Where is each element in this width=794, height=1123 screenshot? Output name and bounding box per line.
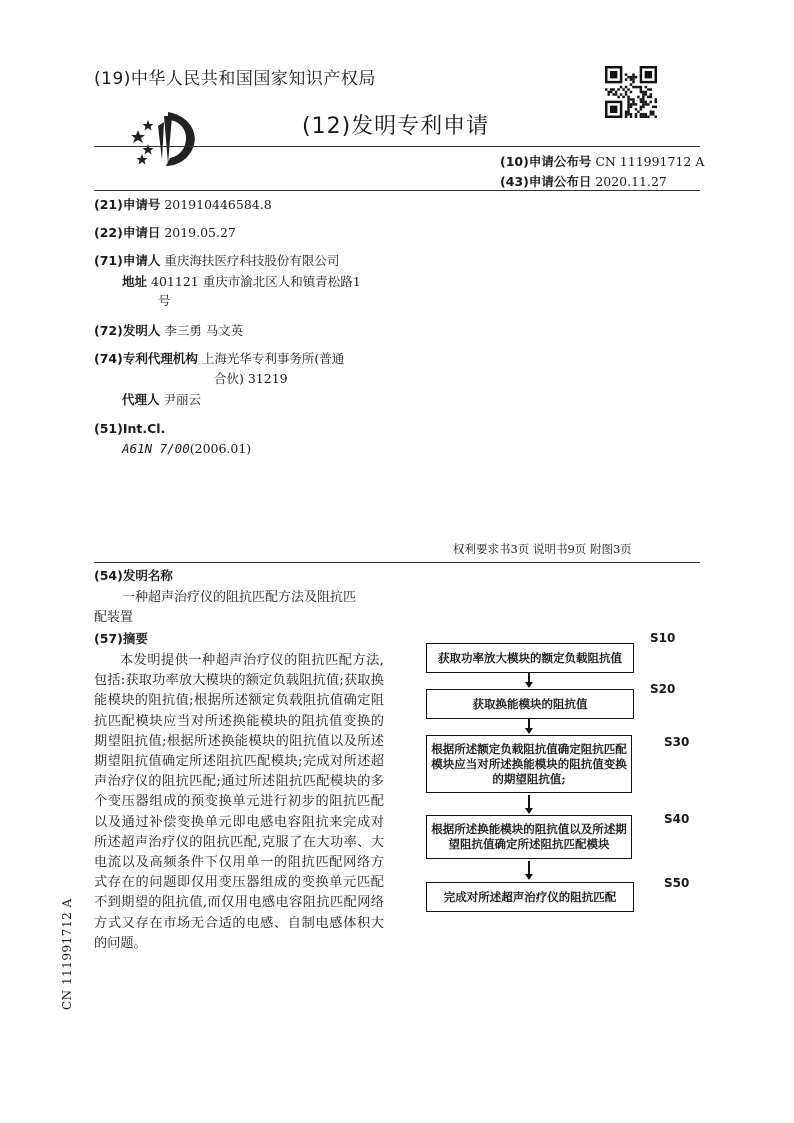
title-line2: 配装置 — [94, 610, 134, 625]
address-label: 地址 — [122, 274, 148, 289]
abstract-text: 本发明提供一种超声治疗仪的阻抗匹配方法,包括:获取功率放大模块的额定负载阻抗值;获取换能模块的阻抗值;根据所述额定负载阻抗值确定阻抗匹配模块应当对所述换能模块的阻抗值变换的期望阻抗值;根据所述换能模块的阻抗值以及所述期望阻抗值确定所述阻抗匹配模块;完成对所述超声治疗仪的阻抗匹配;通过所述阻抗匹配模块的多个变压器组成的预变换单元进行初步的阻抗匹配以及通过补偿变换单元即电感电容阻抗来完成对所述超声治疗仪的阻抗匹配,克服了在大功率、大电流以及高频条件下仅用单一的阻抗匹配网络方式存在的问题即仅用变压器组成的变换单元匹配不到期望的阻抗值,而仅用电感电容阻抗匹配网络方式又存在市场无合适的电感、自制电感体积大的问题。 — [94, 653, 384, 951]
publication-number-label: (10)申请公布号 — [500, 154, 592, 169]
flow-arrowhead — [525, 682, 533, 688]
flow-step-s10 — [426, 643, 634, 673]
address-row — [122, 273, 361, 291]
publication-date: 2020.11.27 — [595, 174, 667, 189]
address-line2: 号 — [158, 293, 171, 308]
application-date-row — [94, 224, 236, 242]
agency-line1: 上海光华专利事务所(普通 — [201, 351, 345, 366]
application-number-label: (21)申请号 — [94, 197, 161, 212]
flow-step-label: S50 — [664, 876, 690, 890]
header-divider-2 — [94, 190, 700, 191]
side-publication-number: CN 111991712 A — [60, 898, 74, 1010]
section-divider — [94, 562, 700, 563]
agency-label: (74)专利代理机构 — [94, 351, 198, 366]
applicant-label: (71)申请人 — [94, 253, 161, 268]
flow-arrowhead — [525, 728, 533, 734]
agency-row — [94, 350, 344, 368]
flow-step-text: 获取换能模块的阻抗值 — [472, 696, 588, 711]
application-date-label: (22)申请日 — [94, 225, 161, 240]
flow-step-text: 根据所述额定负载阻抗值确定阻抗匹配模块应当对所述换能模块的阻抗值变换的期望阻抗值; — [431, 741, 627, 786]
flow-arrowhead — [525, 808, 533, 814]
application-number-row — [94, 196, 272, 214]
flow-step-label: S20 — [650, 682, 676, 696]
flow-step-text: 完成对所述超声治疗仪的阻抗匹配 — [443, 889, 617, 904]
flow-step-text: 根据所述换能模块的阻抗值以及所述期望阻抗值确定所述阻抗匹配模块 — [431, 822, 627, 851]
publication-number: CN 111991712 A — [595, 154, 705, 169]
agent-label: 代理人 — [122, 392, 160, 407]
ipc-row — [122, 440, 251, 458]
application-date: 2019.05.27 — [164, 225, 236, 240]
flow-step-s30 — [426, 735, 632, 793]
publication-date-row — [500, 172, 667, 190]
flow-step-label: S40 — [664, 812, 690, 826]
inventors: 李三勇 马文英 — [164, 323, 244, 338]
ipc-label-text: (51)Int.Cl. — [94, 421, 166, 436]
pages-info: 权利要求书3页 说明书9页 附图3页 — [453, 542, 632, 556]
flow-step-label: S30 — [664, 735, 690, 749]
agent-row — [122, 391, 201, 409]
header-divider — [94, 146, 700, 147]
flow-step-s40 — [426, 815, 632, 859]
applicant-row — [94, 252, 339, 270]
inventor-label: (72)发明人 — [94, 323, 161, 338]
flow-step-label: S10 — [650, 631, 676, 645]
applicant: 重庆海扶医疗科技股份有限公司 — [164, 253, 340, 268]
application-number: 201910446584.8 — [164, 197, 272, 212]
agent: 尹丽云 — [163, 392, 202, 407]
flow-step-text: 获取功率放大模块的额定负载阻抗值 — [438, 650, 622, 665]
flow-arrowhead — [525, 874, 533, 880]
office-name: (19)中华人民共和国国家知识产权局 — [94, 69, 376, 89]
address-line1: 401121 重庆市渝北区人和镇青松路1 — [151, 274, 361, 289]
flow-step-s50 — [426, 882, 634, 912]
agency-line2: 合伙) 31219 — [214, 371, 288, 386]
ipc-code: A61N 7/00 — [122, 441, 190, 456]
title-label: (54)发明名称 — [94, 568, 173, 583]
publication-number-row — [500, 152, 704, 170]
ipc-label — [94, 420, 165, 438]
publication-date-label: (43)申请公布日 — [500, 174, 592, 189]
cnipa-logo-icon — [128, 108, 206, 170]
flow-arrow — [528, 861, 530, 875]
qr-code-icon — [605, 66, 657, 118]
abstract-label: (57)摘要 — [94, 631, 148, 646]
inventor-row — [94, 322, 243, 340]
flow-arrow — [528, 795, 530, 809]
title-line1: 一种超声治疗仪的阻抗匹配方法及阻抗匹 — [122, 590, 357, 605]
ipc-version: (2006.01) — [189, 441, 252, 456]
flow-step-s20 — [426, 689, 634, 719]
document-type: (12)发明专利申请 — [302, 114, 490, 139]
